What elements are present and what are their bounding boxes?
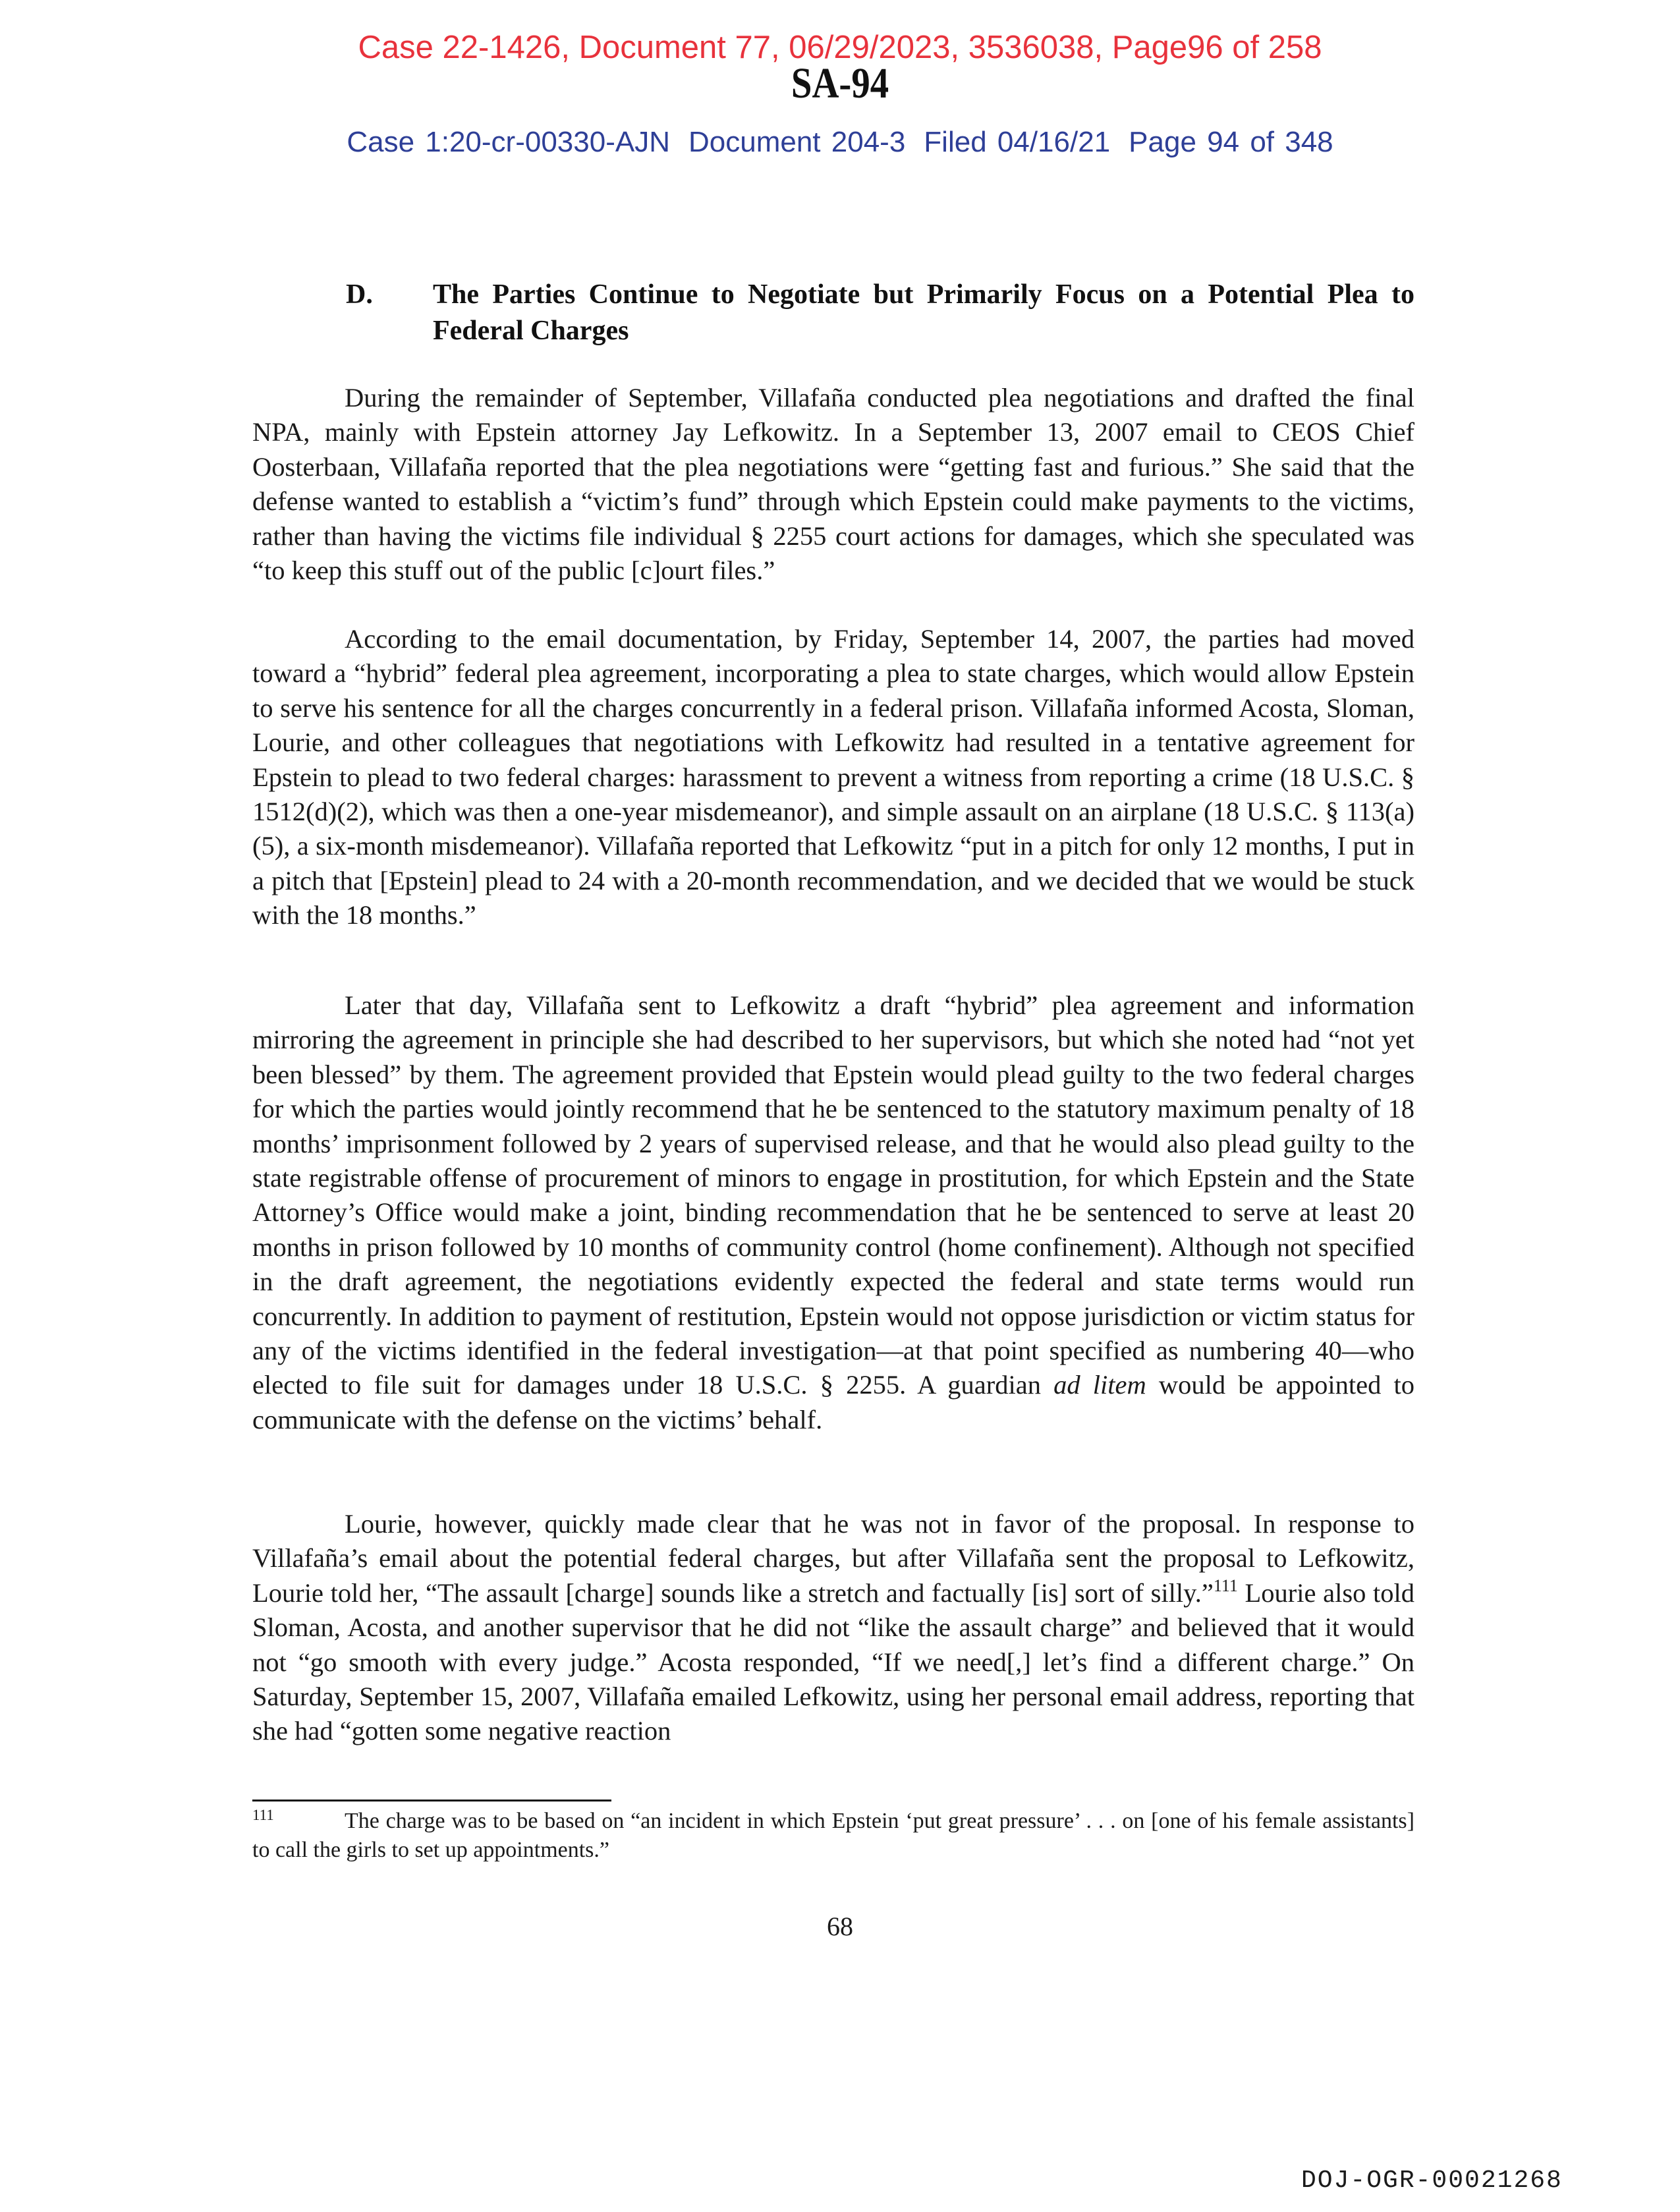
district-case-stamp [0, 124, 1680, 161]
section-letter: D. [346, 279, 373, 310]
paragraph-text [252, 988, 1414, 1437]
bates-stamp: DOJ-OGR-00021268 [1301, 2167, 1563, 2195]
paragraph-1 [252, 381, 1414, 588]
appendix-page-label: SA-94 [791, 59, 889, 107]
paragraph-text-segment: would be appointed to communicate with the defense on the victims’ behalf. [252, 1370, 1415, 1434]
appellate-case-stamp: Case 22-1426, Document 77, 06/29/2023, 3536038, Page96 of 258 [358, 30, 1322, 65]
paragraph-3 [252, 988, 1414, 1437]
page-number: 68 [827, 1912, 853, 1941]
paragraph-text: According to the email documentation, by Friday, September 14, 2007, the parties had moved toward a “hybrid” federal plea agreement, incorporating a plea to state charges, which would allow Epstein to serve his sentence for all the charges concurrently in a federal prison. Villafaña informed Acosta, Sloman, Lourie, and other colleagues that negotiations with Lefkowitz had resulted in a tentative agreement for Epstein to plead to two federal charges: harassment to prevent a witness from reporting a crime (18 U.S.C. § 1512(d)(2), which was then a one-year misdemeanor), and simple assault on an airplane (18 U.S.C. § 113(a)(5), a six-month misdemeanor). Villafaña reported that Lefkowitz “put in a pitch for only 12 months, I put in a pitch that [Epstein] plead to 24 with a 20-month recommendation, and we decided that we would be stuck with the 18 months.” [252, 624, 1414, 930]
footnote-111: 111 The charge was to be based on “an incident in which Epstein ‘put great pressure’ . . . on [one of his female assistants] to call the girls to set up appointments.” [252, 1807, 1414, 1862]
paragraph-text [252, 1507, 1414, 1749]
paragraph-text: During the remainder of September, Villafaña conducted plea negotiations and drafted the final NPA, mainly with Epstein attorney Jay Lefkowitz. In a September 13, 2007 email to CEOS Chief Oosterbaan, Villafaña reported that the plea negotiations were “getting fast and furious.” She said that the defense wanted to establish a “victim’s fund” through which Epstein could make payments to the victims, rather than having the victims file individual § 2255 court actions for damages, which she speculated was “to keep this stuff out of the public [c]ourt files.” [252, 383, 1414, 586]
paragraph-text-segment: Lourie also told Sloman, Acosta, and another supervisor that he did not “like the assault charge” and believed that it would not “go smooth with every judge.” Acosta responded, “If we need[,] let’s find a different charge.” On Saturday, September 15, 2007, Villafaña emailed Lefkowitz, using her personal email address, reporting that she had “gotten some negative reaction [252, 1577, 1414, 1746]
paragraph-2 [252, 622, 1414, 933]
district-filed-date: Filed 04/16/21 [924, 126, 1111, 158]
footnote-text: The charge was to be based on “an incident in which Epstein ‘put great pressure’ . . . on [one of his female assistants] to call the girls to set up appointments.” [252, 1809, 1414, 1862]
district-document-number: Document 204-3 [688, 126, 906, 158]
footnote-reference[interactable]: 111 [1213, 1575, 1238, 1595]
paragraph-text-segment: Later that day, Villafaña sent to Lefkowitz a draft “hybrid” plea agreement and information mirroring the agreement in principle she had described to her supervisors, but which she noted had “not yet been blessed” by them. The agreement provided that Epstein would plead guilty to the two federal charges for which the parties would jointly recommend that he be sentenced to the statutory maximum penalty of 18 months’ imprisonment followed by 2 years of supervised release, and that he would also plead guilty to the state registrable offense of procurement of minors to engage in prostitution, for which Epstein and the State Attorney’s Office would make a joint, binding recommendation that he be sentenced to serve at least 20 months in prison followed by 10 months of community control (home confinement). Although not specified in the draft agreement, the negotiations evidently expected the federal and state terms would run concurrently. In addition to payment of restitution, Epstein would not oppose jurisdiction or victim status for any of the victims identified in the federal investigation—at that point specified as numbering 40—who elected to file suit for damages under 18 U.S.C. § 2255. A guardian [252, 990, 1414, 1400]
italic-term: ad litem [1053, 1370, 1146, 1400]
district-page-count: Page 94 of 348 [1129, 126, 1333, 158]
paragraph-text-segment: Lourie, however, quickly made clear that he was not in favor of the proposal. In response to Villafaña’s email about the potential federal charges, but after Villafaña sent the proposal to Lefkowitz, Lourie told her, “The assault [charge] sounds like a stretch and factually [is] sort of silly.” [252, 1509, 1414, 1608]
section-title: The Parties Continue to Negotiate but Primarily Focus on a Potential Plea to Federal Charges [433, 279, 1414, 346]
paragraph-4 [252, 1507, 1414, 1749]
district-case-number: Case 1:20-cr-00330-AJN [347, 126, 670, 158]
footnote-separator [252, 1800, 611, 1801]
